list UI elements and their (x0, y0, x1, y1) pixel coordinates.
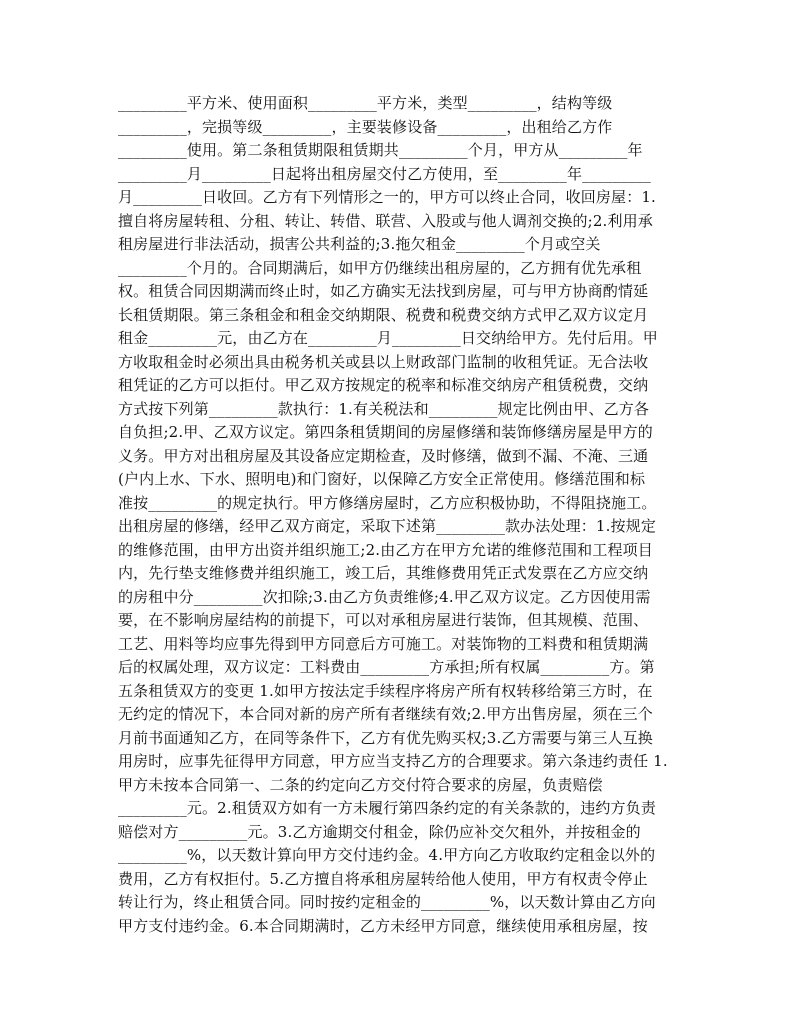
text-line: (户内上水、下水、照明电)和门窗好，以保障乙方安全正常使用。修缮范围和标 (118, 470, 646, 488)
text-line: 擅自将房屋转租、分租、转让、转借、联营、入股或与他人调剂交换的;2.利用承 (118, 211, 653, 230)
text-line: 五条租赁双方的变更 1.如甲方按法定手续程序将房产所有权转移给第三方时，在 (118, 681, 653, 700)
text-line: _________%，以天数计算向甲方交付违约金。4.甲方向乙方收取约定租金以外的 (118, 846, 656, 864)
text-line: 无约定的情况下，本合同对新的房产所有者继续有效;2.甲方出售房屋，须在三个 (118, 705, 653, 723)
text-line: 内，先行垫支维修费并组织施工，竣工后，其维修费用凭正式发票在乙方应交纳 (118, 564, 649, 582)
text-line: _________使用。第二条租赁期限租赁期共_________个月，甲方从_________年 (118, 141, 643, 159)
text-line: 的维修范围，由甲方出资并组织施工;2.由乙方在甲方允诺的维修范围和工程项目 (118, 540, 653, 559)
text-line: 月前书面通知乙方，在同等条件下，乙方有优先购买权;3.乙方需要与第三人互换 (118, 728, 653, 747)
text-line: 后的权属处理，双方议定：工料费由_________方承担;所有权属_________方。第 (118, 658, 655, 676)
text-line: _________，完损等级_________，主要装修设备_________，出租给乙方作 (118, 117, 613, 136)
text-line: 转让行为，终止租赁合同。同时按约定租金的_________%，以天数计算由乙方向 (118, 893, 656, 911)
text-line: 准按_________的规定执行。甲方修缮房屋时，乙方应积极协助，不得阻挠施工。 (118, 493, 657, 512)
text-line: _________平方米、使用面积_________平方米，类型_________，结构等级 (118, 94, 613, 112)
text-line: 出租房屋的修缮，经甲乙双方商定，采取下述第_________款办法处理：1.按规定 (118, 517, 656, 535)
text-line: 工艺、用料等均应事先得到甲方同意后方可施工。对装饰物的工料费和租赁期满 (118, 634, 649, 653)
text-line: 长租赁期限。第三条租金和租金交纳期限、税费和税费交纳方式甲乙双方议定月 (118, 305, 649, 324)
text-line: 的房租中分_________次扣除;3.由乙方负责维修;4.甲乙双方议定。乙方因使用需 (118, 587, 651, 606)
text-line: 要，在不影响房屋结构的前提下，可以对承租房屋进行装饰，但其规模、范围、 (118, 611, 649, 629)
text-line: 赔偿对方_________元。3.乙方逾期交付租金，除仍应补交欠租外，并按租金的 (118, 822, 641, 841)
text-line: 租凭证的乙方可以拒付。甲乙双方按规定的税率和标准交纳房产租赁税费，交纳 (118, 376, 649, 394)
text-line: 方收取租金时必须出具由税务机关或县以上财政部门监制的收租凭证。无合法收 (118, 352, 649, 371)
text-line: 甲方未按本合同第一、二条的约定向乙方交付符合要求的房屋，负责赔偿 (118, 775, 603, 794)
text-line: 义务。甲方对出租房屋及其设备应定期检查，及时修缮，做到不漏、不淹、三通 (118, 446, 649, 465)
text-line: 用房时，应事先征得甲方同意，甲方应当支持乙方的合理要求。第六条违约责任 1. (118, 752, 668, 770)
text-line: _________元。2.租赁双方如有一方未履行第四条约定的有关条款的，违约方负责 (118, 799, 656, 817)
text-line: 自负担;2.甲、乙双方议定。第四条租赁期间的房屋修缮和装饰修缮房屋是甲方的 (118, 423, 653, 441)
text-line: 方式按下列第_________款执行：1.有关税法和_________规定比例由甲、乙方各 (118, 399, 650, 418)
text-line: 费用，乙方有权拒付。5.乙方擅自将承租房屋转给他人使用，甲方有权责令停止 (118, 869, 648, 888)
text-line: _________月_________日起将出租房屋交付乙方使用，至_________年_________ (118, 164, 651, 183)
contract-body-text (118, 92, 690, 938)
text-line: 租金_________元，由乙方在_________月_________日交纳给甲方。先付后用。甲 (118, 329, 658, 347)
text-line: _________个月的。合同期满后，如甲方仍继续出租房屋的，乙方拥有优先承租 (118, 258, 642, 277)
text-line: 甲方支付违约金。6.本合同期满时，乙方未经甲方同意，继续使用承租房屋，按 (118, 916, 648, 935)
text-line: 月_________日收回。乙方有下列情形之一的，甲方可以终止合同，收回房屋：1. (118, 188, 656, 206)
text-line: 权。租赁合同因期满而终止时，如乙方确实无法找到房屋，可与甲方协商酌情延 (118, 282, 649, 300)
text-line: 租房屋进行非法活动，损害公共利益的;3.拖欠租金_________个月或空关 (118, 235, 601, 253)
